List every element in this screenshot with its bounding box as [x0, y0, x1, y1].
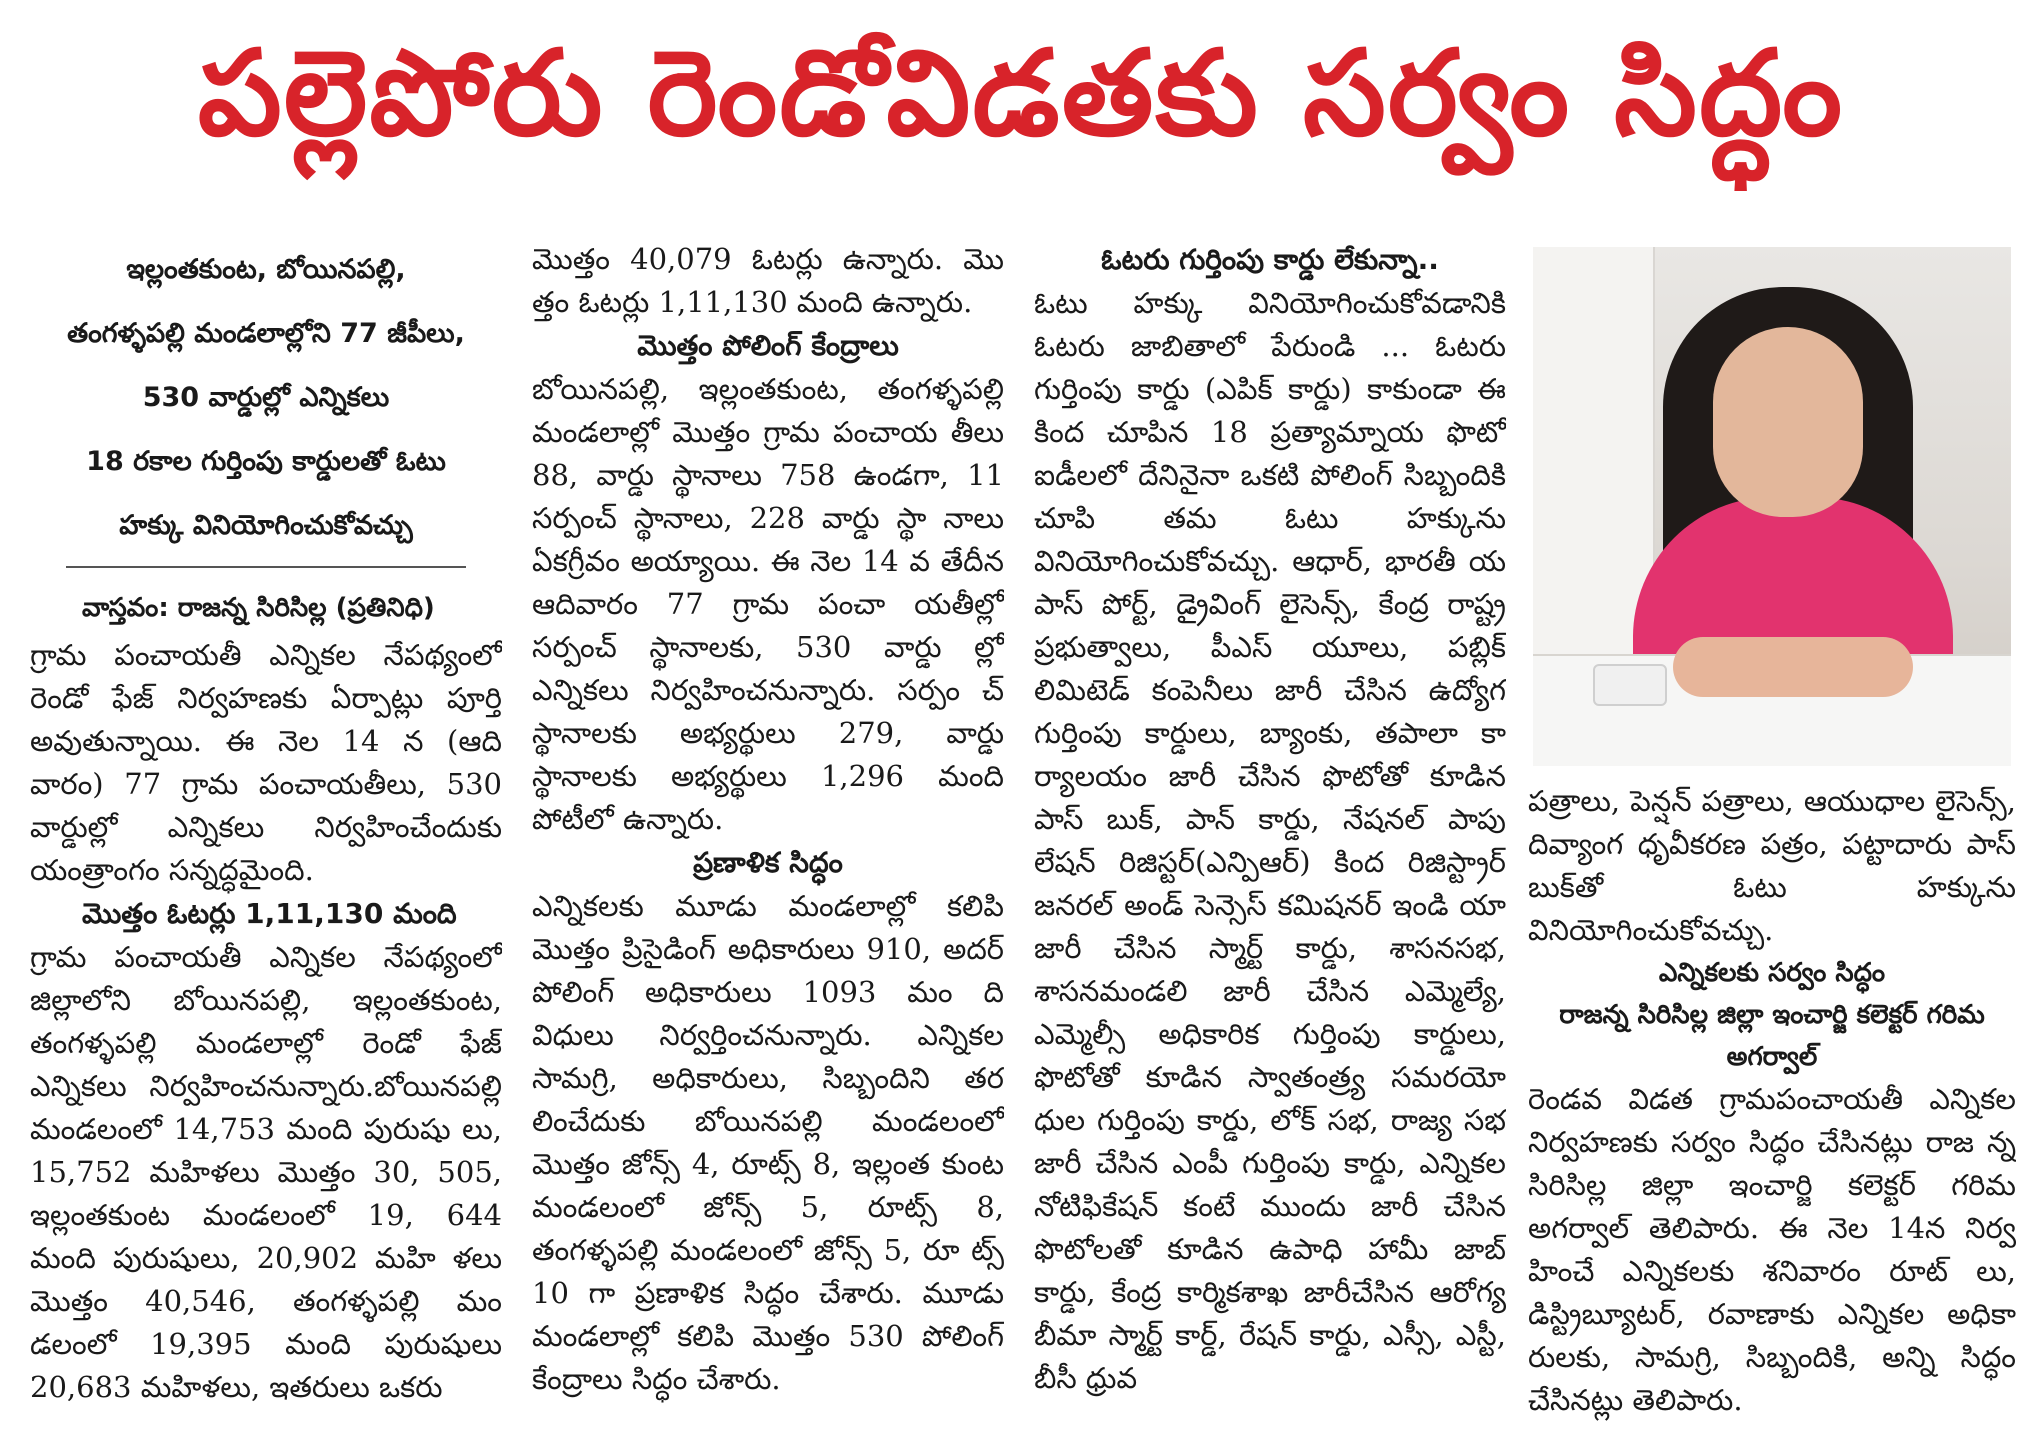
subheading: మొత్తం ఓటర్లు 1,11,130 మంది: [82, 897, 457, 930]
column-1: [30, 238, 502, 1426]
subheading: మొత్తం పోలింగ్ కేంద్రాలు: [637, 329, 899, 362]
summary-line: తంగళ్ళపల్లి మండలాల్లోని 77 జీపీలు,: [67, 318, 465, 349]
box-heading: రాజన్న సిరిసిల్ల జిల్లా ఇంచార్జి కలెక్టర్ గరిమ అగర్వాల్: [1559, 1000, 1985, 1072]
body-paragraph: మొత్తం 40,079 ఓటర్లు ఉన్నారు. మొ త్తం ఓటర్లు 1,11,130 మంది ఉన్నారు.: [532, 242, 1004, 319]
body-paragraph: బోయినపల్లి, ఇల్లంతకుంట, తంగళ్ళపల్లి మండలాల్లో మొత్తం గ్రామ పంచాయ తీలు 88, వార్డు స్థానాలు 758 ఉండగా, 11 సర్పంచ్ స్థానాలు, 228 వార్డు స్థా నాలు ఏకగ్రీవం అయ్యాయి. ఈ నెల 14 వ తేదీన ఆదివారం 77 గ్రామ పంచా యతీల్లో సర్పంచ్ స్థానాలకు, 530 వార్డు ల్లో ఎన్నికలు నిర్వహించనున్నారు. సర్పం చ్ స్థానాలకు అభ్యర్థులు 279, వార్డు స్థానాలకు అభ్యర్థులు 1,296 మంది పోటీలో ఉన్నారు.: [532, 372, 1004, 836]
dateline: వాస్తవం: రాజన్న సిరిసిల్ల (ప్రతినిధి): [82, 593, 435, 623]
column-2: [532, 238, 1004, 1426]
photo-face: [1713, 327, 1863, 517]
summary-line: ఇల్లంతకుంట, బోయినపల్లి,: [126, 254, 406, 285]
summary-line: 530 వార్డుల్లో ఎన్నికలు: [142, 382, 390, 413]
summary-box: [30, 238, 502, 558]
body-paragraph: ఎన్నికలకు మూడు మండలాల్లో కలిపి మొత్తం ప్రిసైడింగ్ అధికారులు 910, అదర్ పోలింగ్ అధికారులు 1093 మం ది విధులు నిర్వర్తించనున్నారు. ఎన్నికల సామగ్రి, అధికారులు, సిబ్బందిని తర లించేదుకు బోయినపల్లి మండలంలో మొత్తం జోన్స్ 4, రూట్స్ 8, ఇల్లంత కుంట మండలంలో జోన్స్ 5, రూట్స్ 8, తంగళ్ళపల్లి మండలంలో జోన్స్ 5, రూ ట్స్ 10 గా ప్రణాళిక సిద్ధం చేశారు. మూడు మండలాల్లో కలిపి మొత్తం 530 పోలింగ్ కేంద్రాలు సిద్ధం చేశారు.: [532, 889, 1004, 1396]
column-4: [1528, 780, 2016, 1426]
divider: [66, 566, 466, 568]
subheading: ప్రణాళిక సిద్ధం: [693, 846, 843, 879]
body-paragraph: గ్రామ పంచాయతీ ఎన్నికల నేపథ్యంలో జిల్లాలోని బోయినపల్లి, ఇల్లంతకుంట, తంగళ్ళపల్లి మండలాల్లో రెండో ఫేజ్ ఎన్నికలు నిర్వహించనున్నారు.బోయినపల్లి మండలంలో 14,753 మంది పురుషు లు, 15,752 మహిళలు మొత్తం 30, 505, ఇల్లంతకుంట మండలంలో 19, 644 మంది పురుషులు, 20,902 మహి ళలు మొత్తం 40,546, తంగళ్ళపల్లి మం డలంలో 19,395 మంది పురుషులు 20,683 మహిళలు, ఇతరులు ఒకరు: [30, 940, 502, 1404]
headline: పల్లెపోరు రెండోవిడతకు సర్వం సిద్ధం: [197, 24, 1845, 162]
summary-line: హక్కు వినియోగించుకోవచ్చు: [119, 510, 413, 541]
box-heading: ఎన్నికలకు సర్వం సిద్ధం: [1658, 958, 1886, 988]
subheading: ఓటరు గుర్తింపు కార్డు లేకున్నా..: [1101, 243, 1439, 276]
body-paragraph: పత్రాలు, పెన్షన్ పత్రాలు, ఆయుధాల లైసెన్స్, దివ్యాంగ ధృవీకరణ పత్రం, పట్టాదారు పాస్ బుక్‌తో ఓటు హక్కును వినియోగించుకోవచ్చు.: [1528, 784, 2016, 947]
photo-device: [1593, 664, 1667, 706]
body-paragraph: గ్రామ పంచాయతీ ఎన్నికల నేపథ్యంలో రెండో ఫేజ్ నిర్వహణకు ఏర్పాట్లు పూర్తి అవుతున్నాయి. ఈ నెల 14 న (ఆది వారం) 77 గ్రామ పంచాయతీలు, 530 వార్డుల్లో ఎన్నికలు నిర్వహించేందుకు యంత్రాంగం సన్నద్ధమైంది.: [30, 638, 502, 887]
photo-arms: [1673, 637, 1913, 697]
body-paragraph: ఓటు హక్కు వినియోగించుకోవడానికి ఓటరు జాబితాలో పేరుండి ... ఓటరు గుర్తింపు కార్డు (ఎపిక్ కార్డు) కాకుండా ఈ కింద చూపిన 18 ప్రత్యామ్నాయ ఫొటో ఐడీలలో దేనినైనా ఒకటి పోలింగ్ సిబ్బందికి చూపి తమ ఓటు హక్కును వినియోగించుకోవచ్చు. ఆధార్, భారతీ య పాస్ పోర్ట్, డ్రైవింగ్ లైసెన్స్, కేంద్ర రాష్ట్ర ప్రభుత్వాలు, పీఎస్ యూలు, పబ్లిక్ లిమిటెడ్ కంపెనీలు జారీ చేసిన ఉద్యోగ గుర్తింపు కార్డులు, బ్యాంకు, తపాలా కా ర్యాలయం జారీ చేసిన ఫొటోతో కూడిన పాస్ బుక్, పాన్ కార్డు, నేషనల్ పాపు లేషన్ రిజిస్టర్(ఎన్పిఆర్) కింద రిజిస్ట్రార్ జనరల్ అండ్ సెన్సెస్ కమిషనర్ ఇండి యా జారీ చేసిన స్మార్ట్ కార్డు, శాసనసభ, శాసనమండలి జారీ చేసిన ఎమ్మెల్యే, ఎమ్మెల్సీ అధికారిక గుర్తింపు కార్డులు, ఫొటోతో కూడిన స్వాతంత్ర్య సమరయో ధుల గుర్తింపు కార్డు, లోక్ సభ, రాజ్య సభ జారీ చేసిన ఎంపీ గుర్తింపు కార్డు, ఎన్నికల నోటిఫికేషన్ కంటే ముందు జారీ చేసిన ఫొటోలతో కూడిన ఉపాధి హామీ జాబ్ కార్డు, కేంద్ర కార్మికశాఖ జారీచేసిన ఆరోగ్య బీమా స్మార్ట్ కార్డ్, రేషన్ కార్డు, ఎస్సీ, ఎస్టీ, బీసీ ధ్రువ: [1034, 286, 1506, 1395]
body-paragraph: రెండవ విడత గ్రామపంచాయతీ ఎన్నికల నిర్వహణకు సర్వం సిద్ధం చేసినట్లు రాజ న్న సిరిసిల్ల జిల్లా ఇంచార్జి కలెక్టర్ గరిమ అగర్వాల్ తెలిపారు. ఈ నెల 14న నిర్వ హించే ఎన్నికలకు శనివారం రూట్ లు, డిస్ట్రిబ్యూటర్, రవాణాకు ఎన్నికల అధికా రులకు, సామగ్రి, సిబ్బందికి, అన్ని సిద్ధం చేసినట్లు తెలిపారు.: [1528, 1082, 2016, 1417]
summary-line: 18 రకాల గుర్తింపు కార్డులతో ఓటు: [86, 446, 446, 477]
column-3: [1034, 238, 1506, 1426]
person-photo: [1533, 247, 2011, 766]
